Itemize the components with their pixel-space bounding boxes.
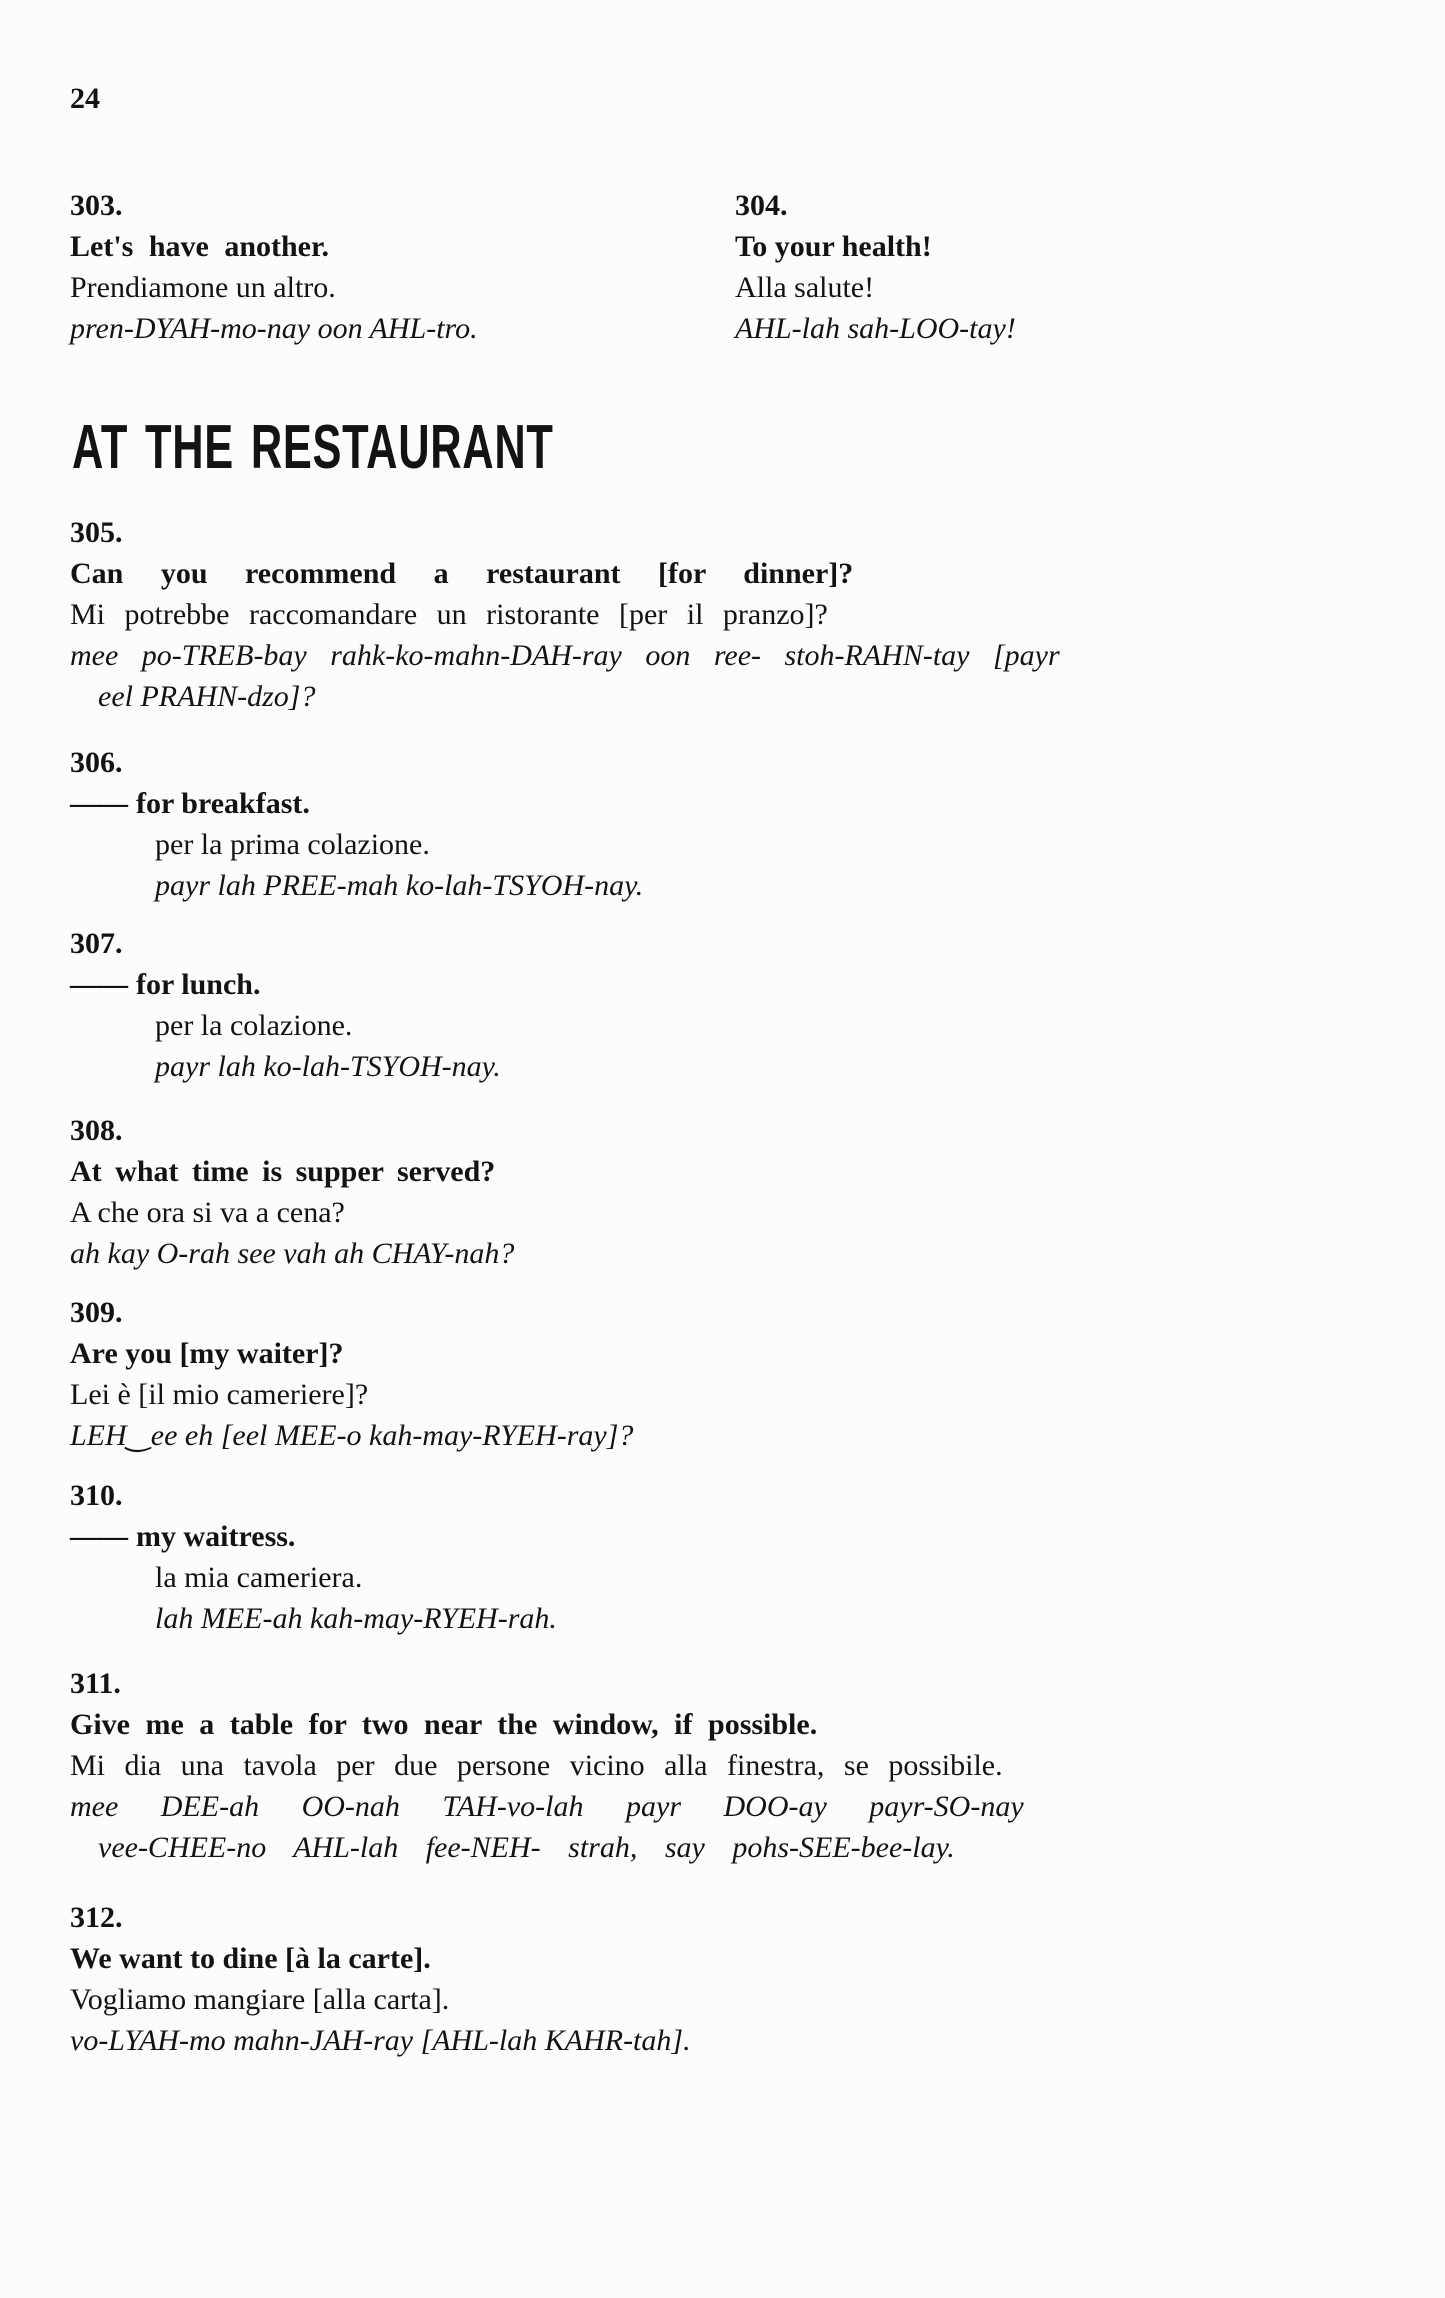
phrase-entry-303 xyxy=(70,185,478,349)
entry-english: Give me a table for two near the window, if possible. xyxy=(70,1708,818,1741)
phrase-entry-309 xyxy=(70,1292,633,1456)
entry-pronunciation: mee DEE-ah OO-nah TAH-vo-lah payr DOO-ay payr-SO-nay xyxy=(70,1790,1024,1823)
entry-english: for breakfast. xyxy=(136,787,310,820)
phrase-entry-305 xyxy=(70,512,1060,717)
entry-english: Let's have another. xyxy=(70,230,330,263)
entry-number: 311. xyxy=(70,1667,121,1700)
entry-english: Can you recommend a restaurant [for dinner]? xyxy=(70,557,854,590)
entry-italian: Mi potrebbe raccomandare un ristorante [per il pranzo]? xyxy=(70,598,828,631)
entry-pronunciation: vo-LYAH-mo mahn-JAH-ray [AHL-lah KAHR-tah]. xyxy=(70,2024,691,2057)
entry-number: 303. xyxy=(70,189,123,222)
entry-pronunciation: LEH‿ee eh [eel MEE-o kah-may-RYEH-ray]? xyxy=(70,1419,634,1452)
phrase-entry-308 xyxy=(70,1110,514,1274)
entry-pronunciation: ah kay O-rah see vah ah CHAY-nah? xyxy=(70,1237,515,1270)
entry-english: To your health! xyxy=(735,230,932,263)
entry-english: my waitress. xyxy=(136,1520,296,1553)
entry-pronunciation: payr lah PREE-mah ko-lah-TSYOH-nay. xyxy=(155,869,644,902)
entry-italian: A che ora si va a cena? xyxy=(70,1196,345,1229)
entry-number: 308. xyxy=(70,1114,123,1147)
entry-italian: per la colazione. xyxy=(155,1009,353,1042)
entry-pronunciation-cont: eel PRAHN-dzo]? xyxy=(98,680,316,713)
entry-italian: Alla salute! xyxy=(735,271,875,304)
entry-pronunciation: lah MEE-ah kah-may-RYEH-rah. xyxy=(155,1602,557,1635)
page-number: 24 xyxy=(70,82,100,115)
entry-pronunciation: pren-DYAH-mo-nay oon AHL-tro. xyxy=(70,312,478,345)
entry-italian: Vogliamo mangiare [alla carta]. xyxy=(70,1983,450,2016)
entry-number: 309. xyxy=(70,1296,123,1329)
section-heading: AT THE RESTAURANT xyxy=(72,413,554,482)
entry-italian: Lei è [il mio cameriere]? xyxy=(70,1378,369,1411)
phrase-entry-311 xyxy=(70,1663,1024,1868)
entry-italian: per la prima colazione. xyxy=(155,828,430,861)
entry-english: We want to dine [à la carte]. xyxy=(70,1942,431,1975)
entry-english: for lunch. xyxy=(136,968,261,1001)
entry-pronunciation: AHL-lah sah-LOO-tay! xyxy=(735,312,1016,345)
phrase-entry-312 xyxy=(70,1897,691,2061)
entry-pronunciation: mee po-TREB-bay rahk-ko-mahn-DAH-ray oon ree- stoh-RAHN-tay [payr xyxy=(70,639,1060,672)
entry-number: 306. xyxy=(70,746,123,779)
entry-italian: Prendiamone un altro. xyxy=(70,271,336,304)
blank-dash: —— xyxy=(70,1520,126,1553)
entry-number: 307. xyxy=(70,927,123,960)
entry-pronunciation-cont: vee-CHEE-no AHL-lah fee-NEH- strah, say pohs-SEE-bee-lay. xyxy=(98,1831,955,1864)
blank-dash: —— xyxy=(70,787,126,820)
entry-number: 312. xyxy=(70,1901,123,1934)
phrase-entry-310 xyxy=(70,1475,557,1639)
entry-number: 310. xyxy=(70,1479,123,1512)
entry-pronunciation: payr lah ko-lah-TSYOH-nay. xyxy=(155,1050,501,1083)
entry-number: 305. xyxy=(70,516,123,549)
phrase-entry-306 xyxy=(70,742,643,906)
entry-english: At what time is supper served? xyxy=(70,1155,496,1188)
phrase-entry-307 xyxy=(70,923,501,1087)
phrase-entry-304 xyxy=(735,185,1016,349)
entry-italian: la mia cameriera. xyxy=(155,1561,363,1594)
entry-italian: Mi dia una tavola per due persone vicino alla finestra, se possibile. xyxy=(70,1749,1003,1782)
blank-dash: —— xyxy=(70,968,126,1001)
entry-english: Are you [my waiter]? xyxy=(70,1337,344,1370)
entry-number: 304. xyxy=(735,189,788,222)
